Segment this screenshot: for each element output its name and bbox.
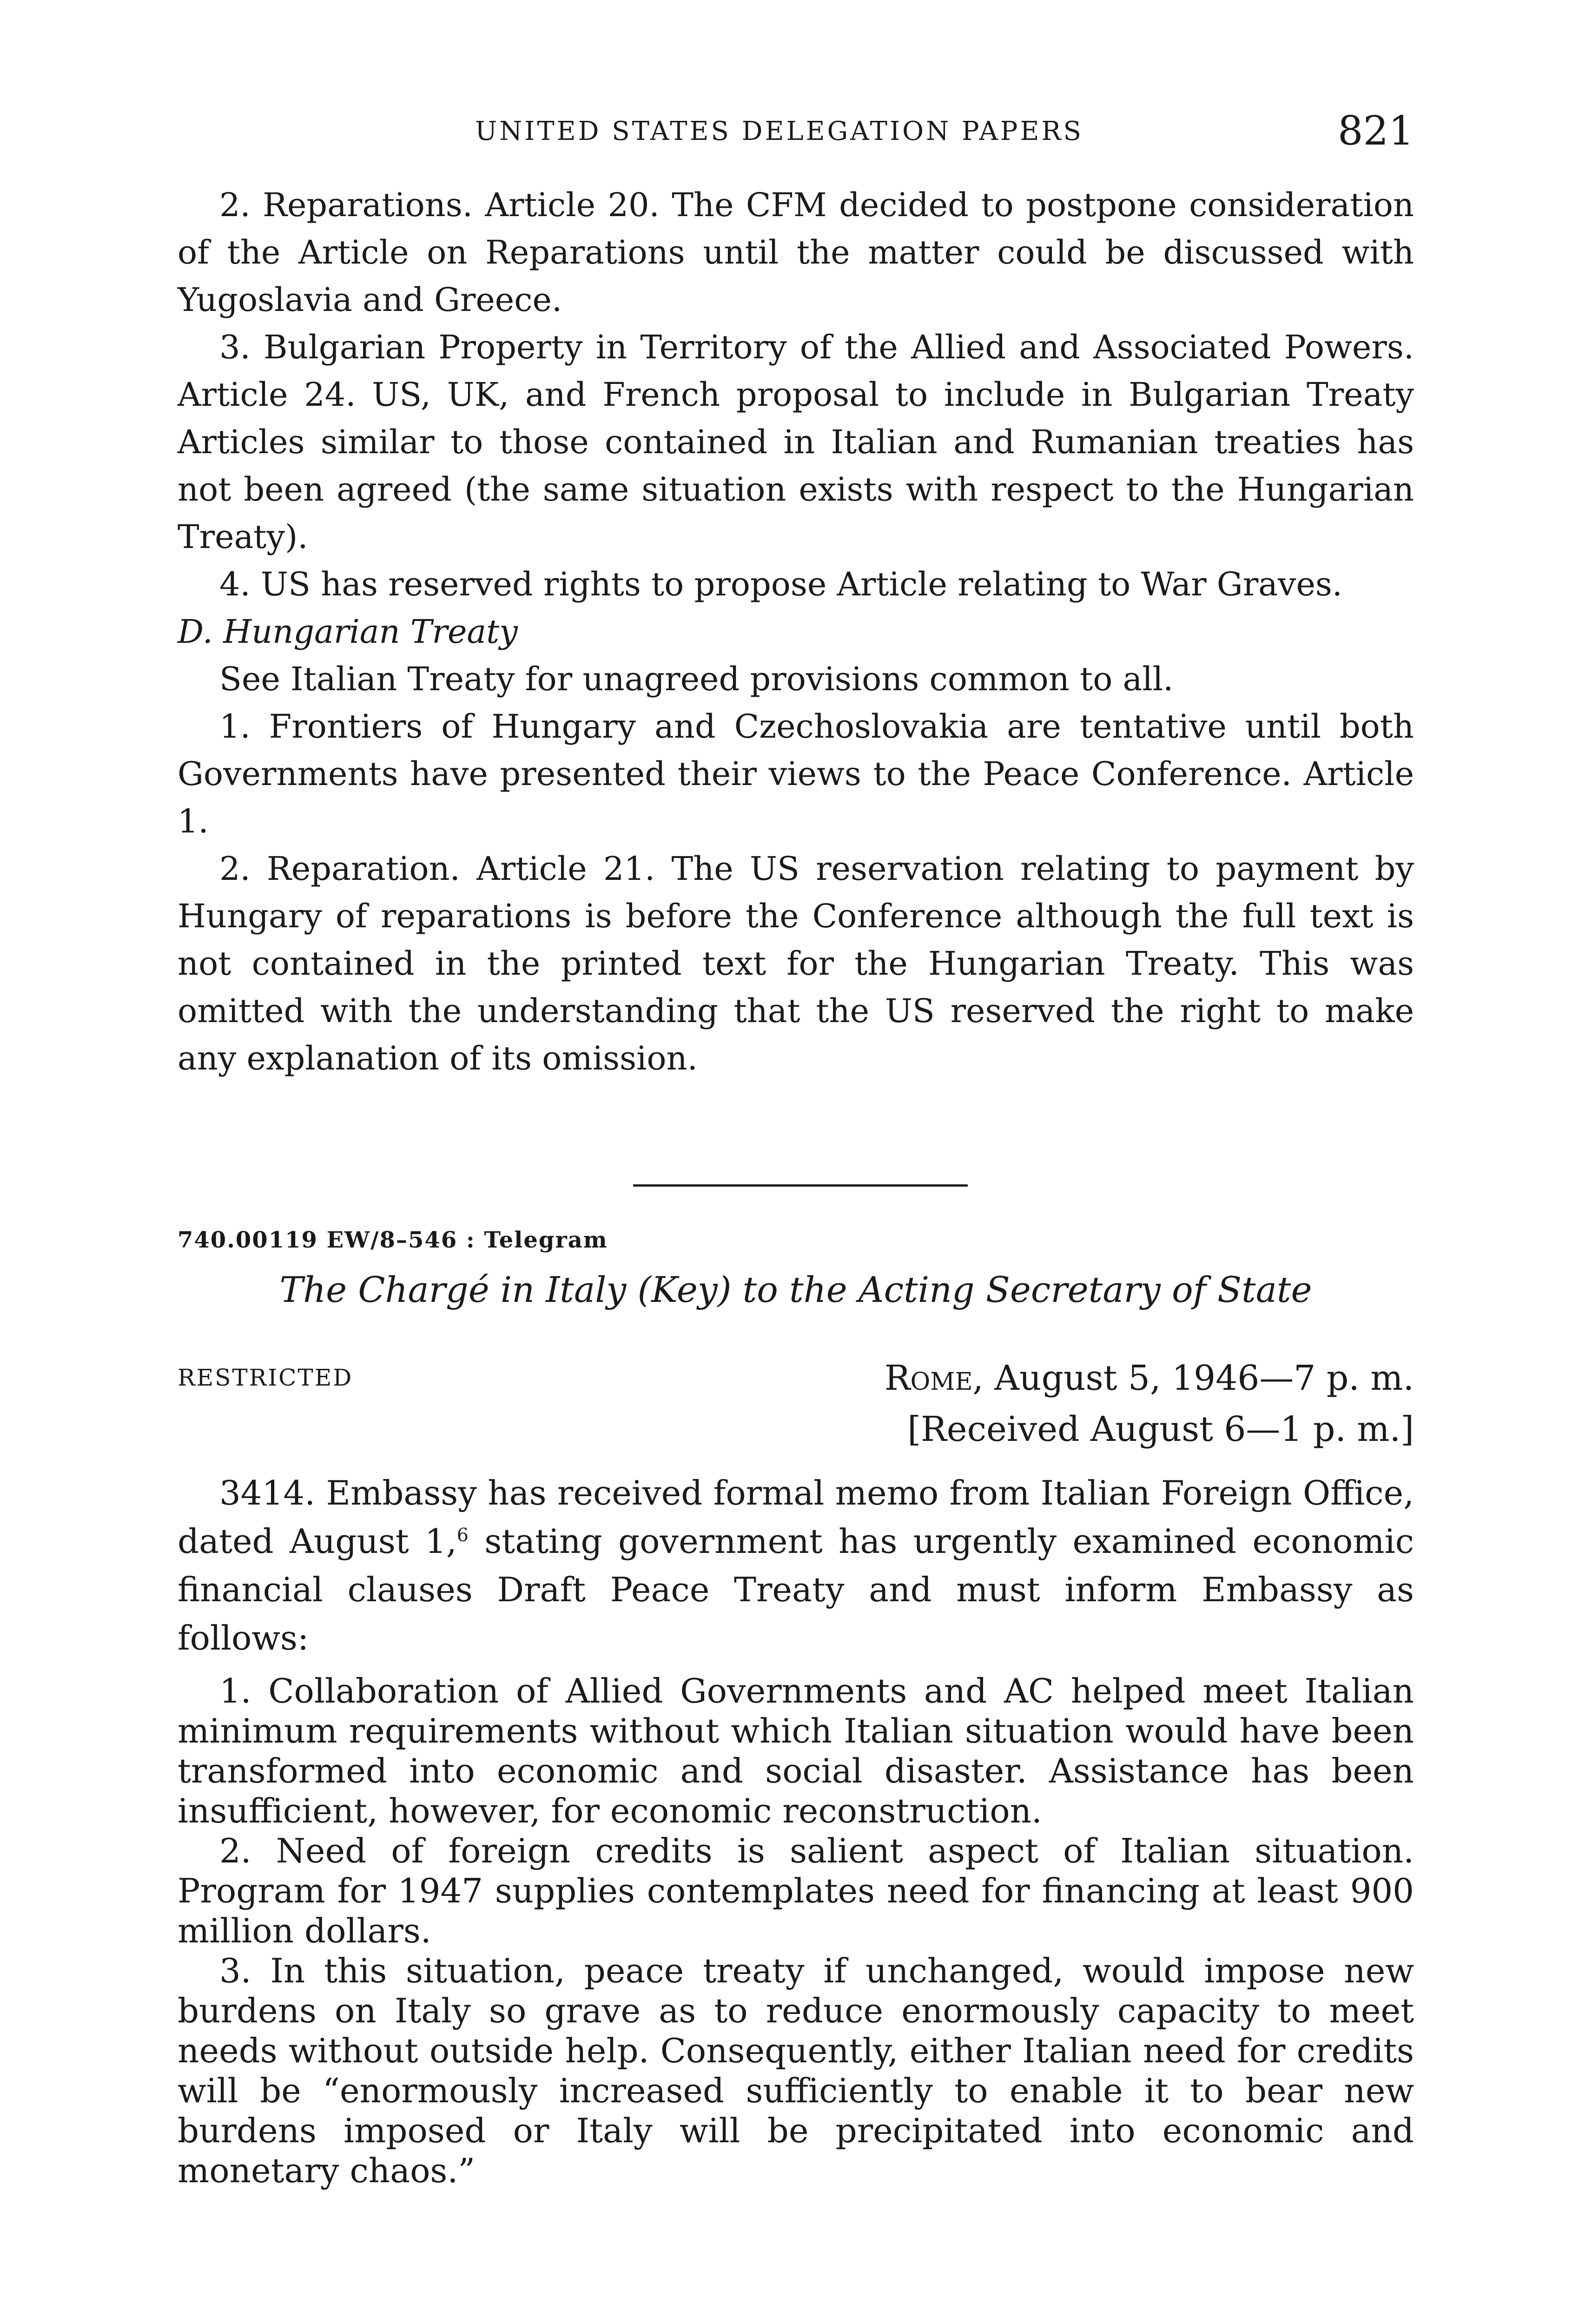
quoted-point: 2. Need of foreign credits is salient aspect of Italian situation. Program for 1947 supplies contemplates need for financing at least 900 million dollars. (178, 1831, 1414, 1950)
paragraph: 1. Frontiers of Hungary and Czechoslovakia are tentative until both Governments have presented their views to the Peace Conference. Article 1. (178, 707, 1414, 840)
classification: RESTRICTED (178, 1364, 353, 1391)
telegram-intro (178, 1469, 1414, 1662)
section-c-continuation (178, 181, 1414, 1082)
date: August 5, 1946—7 p. m. (994, 1358, 1414, 1398)
paragraph: 2. Reparation. Article 21. The US reservation relating to payment by Hungary of reparations is before the Conference although the full text is not contained in the printed text for the Hungarian Treaty. This was omitted with the understanding that the US reserved the right to make any explanation of its omission. (178, 850, 1414, 1077)
paragraph: 3. Bulgarian Property in Territory of the Allied and Associated Powers. Article 24. US, UK, and French proposal to include in Bulgarian Treaty Articles similar to those contained in Italian and Rumanian treaties has not been agreed (the same situation exists with respect to the Hungarian Treaty). (178, 328, 1414, 556)
received-note: [Received August 6—1 p. m.] (907, 1409, 1414, 1449)
paragraph: 2. Reparations. Article 20. The CFM decided to postpone consideration of the Article on Reparations until the matter could be discussed with Yugoslavia and Greece. (178, 186, 1414, 319)
paragraph: 4. US has reserved rights to propose Article relating to War Graves. (219, 565, 1343, 603)
quoted-points (178, 1671, 1414, 2191)
running-head (178, 108, 1414, 159)
intro-text: 3414. Embassy has received formal memo from Italian Foreign Office, dated August 1, (178, 1473, 1414, 1561)
section-divider (633, 1184, 968, 1187)
footnote-reference: 6 (456, 1525, 469, 1546)
dateline (885, 1353, 1414, 1455)
document-title: The Chargé in Italy (Key) to the Acting Secretary of State (279, 1269, 1312, 1310)
page-number: 821 (1337, 108, 1414, 154)
section-heading: D. Hungarian Treaty (178, 613, 518, 651)
quoted-point: 3. In this situation, peace treaty if unchanged, would impose new burdens on Italy so grave as to reduce enormously capacity to meet needs without outside help. Consequently, either Italian need for credits will be “enormously increased sufficiently to enable it to bear new burdens imposed or Italy will be precipitated into economic and monetary chaos.” (178, 1951, 1414, 2190)
intro-text-cont: stating government has urgently examined economic financial clauses Draft Peace Treaty and must inform Embassy as follows: (178, 1522, 1414, 1657)
running-head-title: UNITED STATES DELEGATION PAPERS (475, 116, 1083, 146)
place: Rome, (884, 1358, 984, 1398)
paragraph: See Italian Treaty for unagreed provisions common to all. (219, 660, 1174, 698)
file-reference: 740.00119 EW/8–546 : Telegram (178, 1227, 608, 1253)
quoted-point: 1. Collaboration of Allied Governments and AC helped meet Italian minimum requirements without which Italian situation would have been transformed into economic and social disaster. Assistance has been insufficient, however, for economic reconstruction. (178, 1671, 1414, 1830)
